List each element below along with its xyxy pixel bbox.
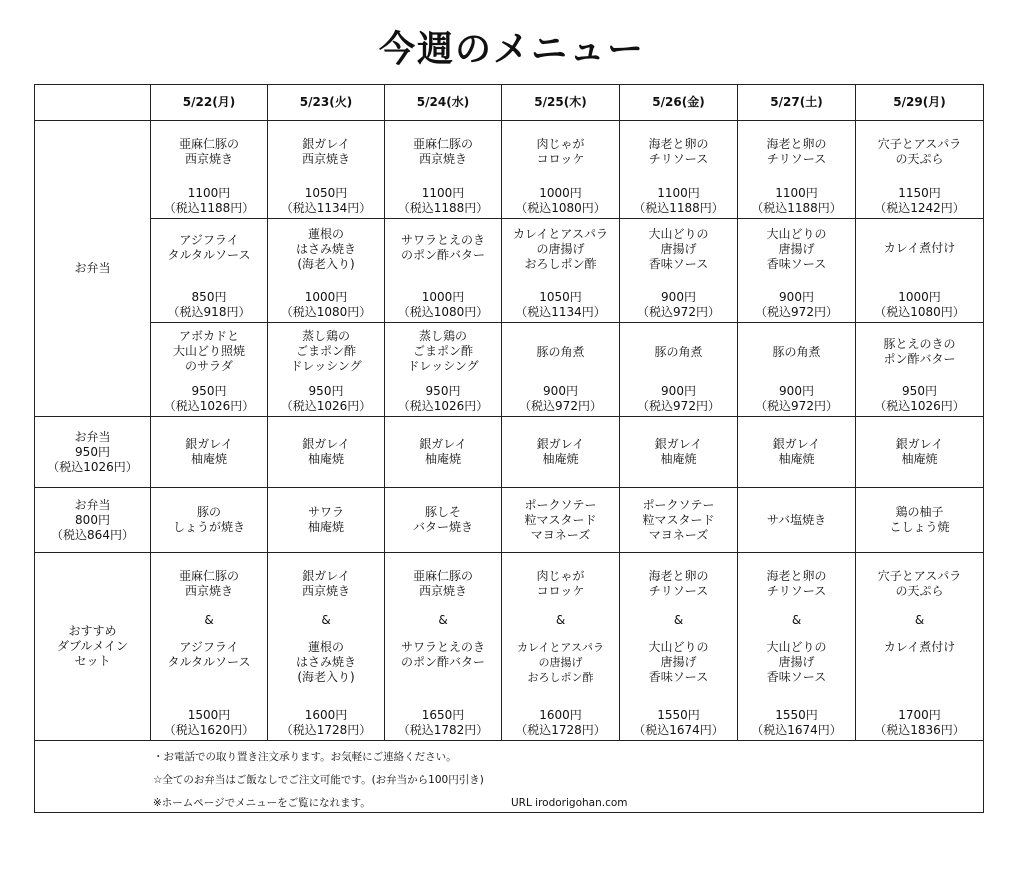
dish-price: 950円 （税込1026円） <box>397 384 489 413</box>
dish-price: 950円 （税込1026円） <box>280 384 372 413</box>
category-bento-950: お弁当 950円 （税込1026円） <box>35 417 151 488</box>
dish-name: 豚とえのきの ポン酢バター <box>883 337 956 366</box>
menu-cell: サバ塩焼き <box>738 488 856 553</box>
dish-name: 肉じゃが コロッケ <box>536 137 585 166</box>
ampersand: & <box>791 613 802 627</box>
menu-cell <box>502 553 620 741</box>
dish-price: 900円 （税込972円） <box>637 384 720 413</box>
dish-name: 蓮根の はさみ焼き (海老入り) <box>295 227 356 271</box>
menu-cell <box>856 121 984 219</box>
day-header: 5/26(金) <box>620 85 738 121</box>
menu-cell <box>268 121 385 219</box>
dish-price: 1100円 （税込1188円） <box>633 186 724 215</box>
menu-cell <box>738 323 856 417</box>
dish-name: アジフライ タルタルソース <box>167 233 251 262</box>
menu-cell: 鶏の柚子 こしょう焼 <box>856 488 984 553</box>
notes-cell <box>35 741 984 813</box>
dish-price: 1100円 （税込1188円） <box>751 186 842 215</box>
dish-name: 亜麻仁豚の 西京焼き <box>412 137 473 166</box>
main-dish-1: 穴子とアスパラ の天ぷら <box>877 569 962 598</box>
header-row <box>35 85 984 121</box>
dish-price: 1000円 （税込1080円） <box>280 290 372 319</box>
weekly-menu-table <box>34 84 984 813</box>
menu-cell <box>385 553 502 741</box>
menu-cell <box>620 219 738 323</box>
dish-name: 豚の角煮 <box>536 345 585 359</box>
double-main-row <box>35 553 984 741</box>
dish-price: 850円 （税込918円） <box>167 290 251 319</box>
dish-name: 亜麻仁豚の 西京焼き <box>178 137 239 166</box>
main-dish-2: カレイとアスパラ の唐揚げ おろしポン酢 <box>516 641 604 684</box>
bento-row-1 <box>35 121 984 219</box>
bento-row-2 <box>35 219 984 323</box>
menu-cell <box>856 323 984 417</box>
menu-cell <box>738 219 856 323</box>
main-dish-1: 海老と卵の チリソース <box>766 569 827 598</box>
category-bento-800: お弁当 800円 （税込864円） <box>35 488 151 553</box>
ampersand: & <box>555 613 566 627</box>
main-dish-1: 亜麻仁豚の 西京焼き <box>178 569 239 598</box>
dish-name: カレイとアスパラ の唐揚げ おろしポン酢 <box>513 227 608 271</box>
dish-name: 豚の角煮 <box>772 345 821 359</box>
menu-cell: 銀ガレイ 柚庵焼 <box>268 417 385 488</box>
dish-price: 900円 （税込972円） <box>637 290 720 319</box>
main-dish-2: アジフライ タルタルソース <box>167 640 251 669</box>
menu-cell <box>151 121 268 219</box>
menu-cell <box>620 553 738 741</box>
set-price: 1600円 （税込1728円） <box>515 708 606 737</box>
day-header: 5/25(木) <box>502 85 620 121</box>
menu-cell: 銀ガレイ 柚庵焼 <box>620 417 738 488</box>
dish-name: 海老と卵の チリソース <box>648 137 709 166</box>
dish-price: 1150円 （税込1242円） <box>874 186 965 215</box>
dish-price: 900円 （税込972円） <box>755 290 838 319</box>
menu-cell <box>385 121 502 219</box>
dish-name: 大山どりの 唐揚げ 香味ソース <box>766 227 827 271</box>
set-price: 1600円 （税込1728円） <box>280 708 372 737</box>
notes-row <box>35 741 984 813</box>
main-dish-2: 大山どりの 唐揚げ 香味ソース <box>766 640 827 684</box>
menu-cell <box>856 553 984 741</box>
dish-name: 銀ガレイ 西京焼き <box>301 137 350 166</box>
dish-price: 1000円 （税込1080円） <box>874 290 965 319</box>
day-header: 5/27(土) <box>738 85 856 121</box>
menu-cell: 銀ガレイ 柚庵焼 <box>856 417 984 488</box>
dish-name: カレイ煮付け <box>883 241 956 255</box>
dish-price: 900円 （税込972円） <box>519 384 602 413</box>
ampersand: & <box>204 613 214 627</box>
note-no-rice: ☆全てのお弁当はご飯なしでご注文可能です。(お弁当から100円引き) <box>153 774 484 786</box>
dish-name: アボカドと 大山どり照焼 のサラダ <box>172 329 245 373</box>
menu-cell <box>502 121 620 219</box>
dish-name: 蒸し鶏の ごまポン酢 ドレッシング <box>290 329 362 373</box>
menu-cell <box>738 121 856 219</box>
ampersand: & <box>673 613 684 627</box>
menu-cell: ポークソテー 粒マスタード マヨネーズ <box>620 488 738 553</box>
bento-row-3 <box>35 323 984 417</box>
set-price: 1550円 （税込1674円） <box>633 708 724 737</box>
bento-950-row <box>35 417 984 488</box>
bento-800-row <box>35 488 984 553</box>
dish-name: サワラとえのき のポン酢バター <box>400 233 485 262</box>
menu-cell <box>502 323 620 417</box>
menu-cell: 銀ガレイ 柚庵焼 <box>738 417 856 488</box>
day-header: 5/29(月) <box>856 85 984 121</box>
note-homepage: ※ホームページでメニューをご覧になれます。 <box>153 797 371 809</box>
menu-cell <box>268 219 385 323</box>
menu-cell <box>268 323 385 417</box>
dish-price: 900円 （税込972円） <box>755 384 838 413</box>
dish-name: 豚の角煮 <box>654 345 703 359</box>
menu-cell <box>385 323 502 417</box>
ampersand: & <box>438 613 448 627</box>
menu-cell <box>738 553 856 741</box>
category-double-main: おすすめ ダブルメイン セット <box>35 553 151 741</box>
set-price: 1550円 （税込1674円） <box>751 708 842 737</box>
dish-price: 1100円 （税込1188円） <box>163 186 255 215</box>
main-dish-2: カレイ煮付け <box>883 640 956 654</box>
note-phone-order: ・お電話での取り置き注文承ります。お気軽にご連絡ください。 <box>153 751 457 763</box>
main-dish-2: 蓮根の はさみ焼き (海老入り) <box>295 640 356 684</box>
menu-cell <box>151 323 268 417</box>
website-url: URL irodorigohan.com <box>511 797 628 809</box>
set-price: 1700円 （税込1836円） <box>874 708 965 737</box>
dish-price: 1000円 （税込1080円） <box>515 186 606 215</box>
page-title: 今週のメニュー <box>378 29 645 70</box>
menu-cell: 銀ガレイ 柚庵焼 <box>385 417 502 488</box>
dish-name: 海老と卵の チリソース <box>766 137 827 166</box>
main-dish-1: 亜麻仁豚の 西京焼き <box>412 569 473 598</box>
menu-cell: 銀ガレイ 柚庵焼 <box>502 417 620 488</box>
main-dish-2: サワラとえのき のポン酢バター <box>400 640 485 669</box>
day-header: 5/24(水) <box>385 85 502 121</box>
ampersand: & <box>914 613 925 627</box>
ampersand: & <box>321 613 331 627</box>
dish-price: 1050円 （税込1134円） <box>280 186 372 215</box>
menu-cell: 豚の しょうが焼き <box>151 488 268 553</box>
main-dish-1: 肉じゃが コロッケ <box>536 569 585 598</box>
menu-cell <box>856 219 984 323</box>
dish-price: 1000円 （税込1080円） <box>397 290 489 319</box>
set-price: 1650円 （税込1782円） <box>397 708 489 737</box>
day-header: 5/22(月) <box>151 85 268 121</box>
main-dish-1: 海老と卵の チリソース <box>648 569 709 598</box>
main-dish-1: 銀ガレイ 西京焼き <box>301 569 350 598</box>
corner-cell <box>35 85 151 121</box>
set-price: 1500円 （税込1620円） <box>163 708 255 737</box>
menu-cell <box>151 553 268 741</box>
menu-cell <box>620 121 738 219</box>
dish-price: 1100円 （税込1188円） <box>397 186 489 215</box>
menu-cell <box>385 219 502 323</box>
dish-name: 蒸し鶏の ごまポン酢 ドレッシング <box>407 329 479 373</box>
dish-price: 950円 （税込1026円） <box>874 384 965 413</box>
menu-cell <box>502 219 620 323</box>
menu-cell: 銀ガレイ 柚庵焼 <box>151 417 268 488</box>
menu-cell <box>268 553 385 741</box>
day-header: 5/23(火) <box>268 85 385 121</box>
dish-price: 1050円 （税込1134円） <box>515 290 606 319</box>
menu-cell: サワラ 柚庵焼 <box>268 488 385 553</box>
category-bento: お弁当 <box>35 121 151 417</box>
menu-cell: ポークソテー 粒マスタード マヨネーズ <box>502 488 620 553</box>
main-dish-2: 大山どりの 唐揚げ 香味ソース <box>648 640 709 684</box>
menu-cell <box>620 323 738 417</box>
menu-cell <box>151 219 268 323</box>
dish-name: 穴子とアスパラ の天ぷら <box>877 137 962 166</box>
dish-name: 大山どりの 唐揚げ 香味ソース <box>648 227 709 271</box>
dish-price: 950円 （税込1026円） <box>163 384 255 413</box>
menu-cell: 豚しそ バター焼き <box>385 488 502 553</box>
